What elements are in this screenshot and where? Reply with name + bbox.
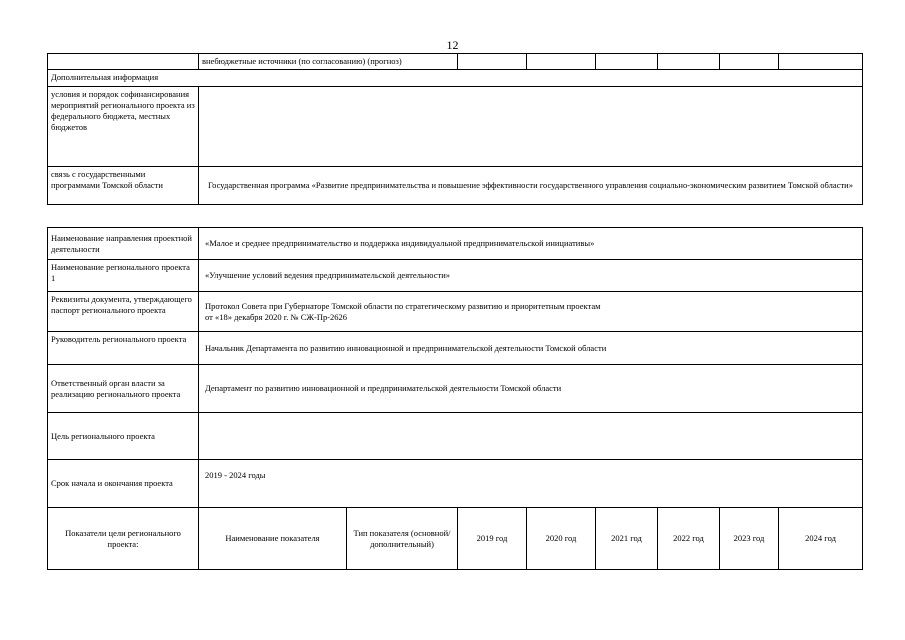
project-term-value: 2019 - 2024 годы xyxy=(199,460,863,508)
responsible-body-label: Ответственный орган власти за реализацию регионального проекта xyxy=(48,365,199,413)
empty-cell xyxy=(779,54,863,70)
state-programs-value: Государственная программа «Развитие предпринимательства и повышение эффективности государственного управления социально-экономическим развитием Томской области» xyxy=(199,167,863,205)
project-name-value: «Улучшение условий ведения предпринимательской деятельности» xyxy=(199,260,863,292)
extrabudgetary-label: внебюджетные источники (по согласованию) (прогноз) xyxy=(199,54,458,70)
document-details-value xyxy=(199,292,863,332)
project-goal-label: Цель регионального проекта xyxy=(48,413,199,460)
year-header-2022: 2022 год xyxy=(658,508,720,570)
indicators-header-row xyxy=(48,508,863,570)
project-head-value: Начальник Департамента по развитию инновационной и предпринимательской деятельности Томской области xyxy=(199,332,863,365)
empty-cell xyxy=(596,54,658,70)
funding-info-table xyxy=(47,53,863,205)
document-details-line-2: от «18» декабря 2020 г. № СЖ-Пр-2626 xyxy=(205,311,348,322)
indicators-label: Показатели цели регионального проекта: xyxy=(48,508,199,570)
page-number: 12 xyxy=(446,38,459,52)
cofinancing-value xyxy=(199,87,863,167)
project-direction-label: Наименование направления проектной деятельности xyxy=(48,228,199,260)
empty-cell xyxy=(48,54,199,70)
responsible-body-value: Департамент по развитию инновационной и предпринимательской деятельности Томской области xyxy=(199,365,863,413)
project-name-label: Наименование регионального проекта 1 xyxy=(48,260,199,292)
empty-cell xyxy=(658,54,720,70)
project-goal-value xyxy=(199,413,863,460)
year-header-2024: 2024 год xyxy=(779,508,863,570)
year-header-2021: 2021 год xyxy=(596,508,658,570)
document-details-line-1: Протокол Совета при Губернаторе Томской области по стратегическому развитию и приоритетным проектам xyxy=(205,300,601,311)
project-head-label: Руководитель регионального проекта xyxy=(48,332,199,365)
empty-cell xyxy=(720,54,779,70)
regional-project-table xyxy=(47,227,863,570)
extrabudgetary-row xyxy=(48,54,863,70)
year-header-2020: 2020 год xyxy=(527,508,596,570)
empty-cell xyxy=(527,54,596,70)
indicator-type-header: Тип показателя (основной/ дополнительный) xyxy=(347,508,458,570)
state-programs-label: связь с государственными программами Томской области xyxy=(48,167,199,205)
cofinancing-label: условия и порядок софинансирования мероприятий регионального проекта из федерального бюджета, местных бюджетов xyxy=(48,87,199,167)
indicator-name-header: Наименование показателя xyxy=(199,508,347,570)
empty-cell xyxy=(458,54,527,70)
year-header-2019: 2019 год xyxy=(458,508,527,570)
document-details-label: Реквизиты документа, утверждающего паспорт регионального проекта xyxy=(48,292,199,332)
year-header-2023: 2023 год xyxy=(720,508,779,570)
additional-info-header: Дополнительная информация xyxy=(48,70,863,87)
project-term-label: Срок начала и окончания проекта xyxy=(48,460,199,508)
project-direction-value: «Малое и среднее предпринимательство и поддержка индивидуальной предпринимательской инициативы» xyxy=(199,228,863,260)
